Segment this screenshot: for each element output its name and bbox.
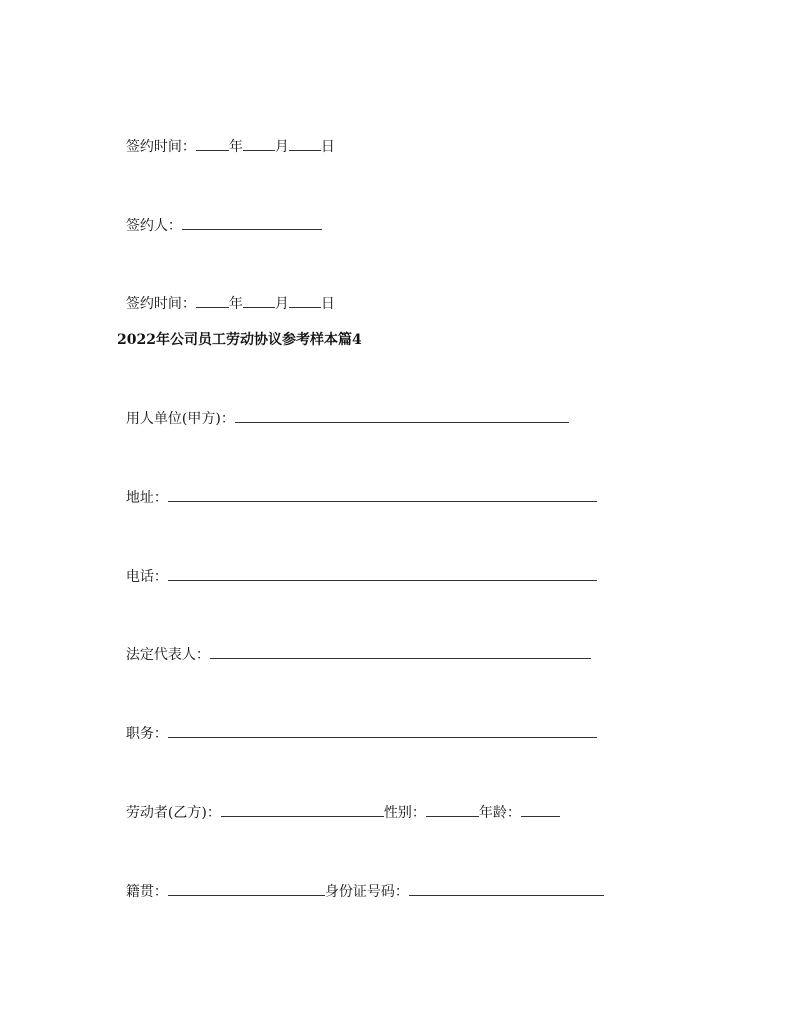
section-heading: 2022年公司员工劳动协议参考样本篇4 [117, 332, 362, 348]
origin-label: 籍贯： [125, 884, 168, 900]
sign-time-label: 签约时间： [125, 296, 196, 312]
position-line [117, 706, 597, 743]
signer-line [117, 198, 322, 235]
age-blank[interactable] [521, 803, 560, 817]
worker-blank[interactable] [221, 803, 384, 817]
employer-label: 用人单位(甲方)： [125, 411, 235, 427]
employer-blank[interactable] [235, 409, 569, 423]
legal-rep-label: 法定代表人： [125, 647, 210, 663]
origin-blank[interactable] [168, 882, 325, 896]
signer-blank[interactable] [182, 216, 322, 230]
origin-line [117, 864, 604, 901]
legal-rep-blank[interactable] [210, 645, 591, 659]
address-blank[interactable] [168, 488, 597, 502]
position-label: 职务： [125, 726, 168, 742]
gender-label: 性别： [383, 805, 426, 821]
year-label: 年 [228, 296, 243, 312]
sign-time-line-1 [117, 119, 335, 156]
phone-label: 电话： [125, 569, 168, 585]
year-blank[interactable] [196, 137, 229, 151]
address-line [117, 470, 597, 507]
legal-rep-line [117, 627, 591, 664]
day-blank[interactable] [289, 294, 321, 308]
position-blank[interactable] [168, 724, 597, 738]
gender-blank[interactable] [426, 803, 479, 817]
address-label: 地址： [125, 490, 168, 506]
day-blank[interactable] [289, 137, 321, 151]
employer-line [117, 391, 569, 428]
sign-time-label: 签约时间： [125, 139, 196, 155]
id-number-blank[interactable] [409, 882, 604, 896]
month-label: 月 [274, 139, 289, 155]
phone-blank[interactable] [168, 567, 597, 581]
signer-label: 签约人： [125, 218, 182, 234]
day-label: 日 [320, 296, 335, 312]
month-blank[interactable] [243, 294, 275, 308]
sign-time-line-2 [117, 276, 335, 313]
day-label: 日 [320, 139, 335, 155]
worker-line [117, 785, 560, 822]
worker-label: 劳动者(乙方)： [125, 805, 221, 821]
year-blank[interactable] [196, 294, 229, 308]
id-number-label: 身份证号码： [324, 884, 409, 900]
month-label: 月 [274, 296, 289, 312]
month-blank[interactable] [243, 137, 275, 151]
age-label: 年龄： [478, 805, 521, 821]
year-label: 年 [228, 139, 243, 155]
phone-line [117, 549, 597, 586]
